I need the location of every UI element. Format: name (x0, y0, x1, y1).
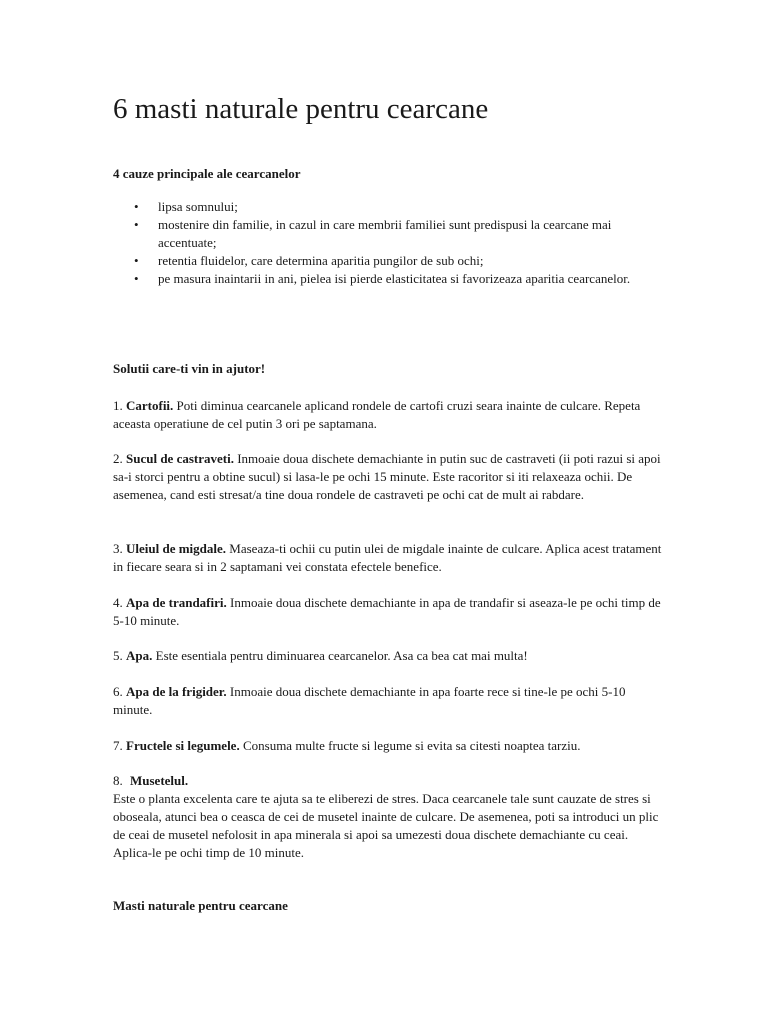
remedy-number: 3. (113, 541, 123, 556)
bullet-icon: • (134, 253, 139, 268)
solutions-heading: Solutii care-ti vin in ajutor! (113, 361, 266, 376)
remedy-text: Inmoaie doua dischete demachiante in putin suc de castraveti (ii poti razui si apoi sa-i storci pentru a obtine sucul) si lasa-le pe ochi 15 minute. Este racoritor si iti relaxeaza ochii. De asemenea, cand esti stresat/a tine doua rondele de castraveti pe ochi cat de mult ai rabdare. (113, 451, 661, 502)
bullet-icon: • (134, 271, 139, 286)
cause-text: pe masura inaintarii in ani, pielea isi pierde elasticitatea si favorizeaza aparitia cearcanelor. (158, 271, 631, 286)
list-item (113, 252, 633, 270)
remedy-number: 4. (113, 595, 123, 610)
remedy-name: Apa de trandafiri. (126, 595, 227, 610)
remedy-text: Este esentiala pentru diminuarea cearcanelor. Asa ca bea cat mai multa! (155, 648, 528, 663)
cause-text: retentia fluidelor, care determina aparitia pungilor de sub ochi; (158, 253, 484, 268)
list-item (113, 198, 633, 216)
masks-heading: Masti naturale pentru cearcane (113, 898, 288, 913)
remedy-name: Fructele si legumele. (126, 738, 240, 753)
remedy-name: Cartofii. (126, 398, 174, 413)
cause-text: mostenire din familie, in cazul in care membrii familiei sunt predispusi la cearcane mai accentuate; (158, 217, 612, 250)
page-title: 6 masti naturale pentru cearcane (113, 93, 489, 125)
remedy-name: Musetelul. (130, 773, 189, 788)
remedy-text: Poti diminua cearcanele aplicand rondele de cartofi cruzi seara inainte de culcare. Repeta aceasta operatiune de cel putin 3 ori pe saptamana. (113, 398, 641, 431)
causes-list (113, 198, 633, 288)
remedy-paragraph (113, 450, 668, 504)
remedy-number: 1. (113, 398, 123, 413)
remedy-number: 5. (113, 648, 123, 663)
remedy-number: 2. (113, 451, 123, 466)
remedy-paragraph (113, 772, 668, 862)
remedy-paragraph (113, 540, 668, 576)
remedy-name: Apa de la frigider. (126, 684, 227, 699)
remedy-number: 6. (113, 684, 123, 699)
remedy-paragraph (113, 397, 668, 433)
causes-heading: 4 cauze principale ale cearcanelor (113, 166, 301, 181)
bullet-icon: • (134, 217, 139, 232)
remedy-paragraph (113, 594, 668, 630)
list-item (113, 216, 633, 252)
remedy-text: Inmoaie doua dischete demachiante in apa foarte rece si tine-le pe ochi 5-10 minute. (113, 684, 626, 717)
remedy-text: Maseaza-ti ochii cu putin ulei de migdale inainte de culcare. Aplica acest tratament in fiecare seara si in 2 saptamani vei constata efectele benefice. (113, 541, 662, 574)
remedy-text: Inmoaie doua dischete demachiante in apa de trandafir si aseaza-le pe ochi timp de 5-10 minute. (113, 595, 661, 628)
remedy-text: Consuma multe fructe si legume si evita sa citesti noaptea tarziu. (242, 738, 581, 753)
remedy-name: Sucul de castraveti. (126, 451, 234, 466)
remedy-paragraph (113, 737, 668, 755)
remedy-number: 7. (113, 738, 123, 753)
remedy-number: 8. (113, 773, 123, 788)
bullet-icon: • (134, 199, 139, 214)
cause-text: lipsa somnului; (158, 199, 238, 214)
remedy-paragraph (113, 683, 668, 719)
remedy-paragraph (113, 647, 668, 665)
remedy-name: Apa. (126, 648, 153, 663)
remedy-heading (113, 772, 668, 790)
remedy-name: Uleiul de migdale. (126, 541, 227, 556)
list-item (113, 270, 633, 288)
remedy-text: Este o planta excelenta care te ajuta sa te eliberezi de stres. Daca cearcanele tale sunt cauzate de stres si oboseala, atunci bea o ceasca de cei de musetel inainte de culcare. De asemenea, poti sa introduci un plic de ceai de musetel nefolosit in apa minerala si apoi sa umezesti doua dischete demachiante cu ceai. Aplica-le pe ochi timp de 10 minute. (113, 791, 659, 860)
